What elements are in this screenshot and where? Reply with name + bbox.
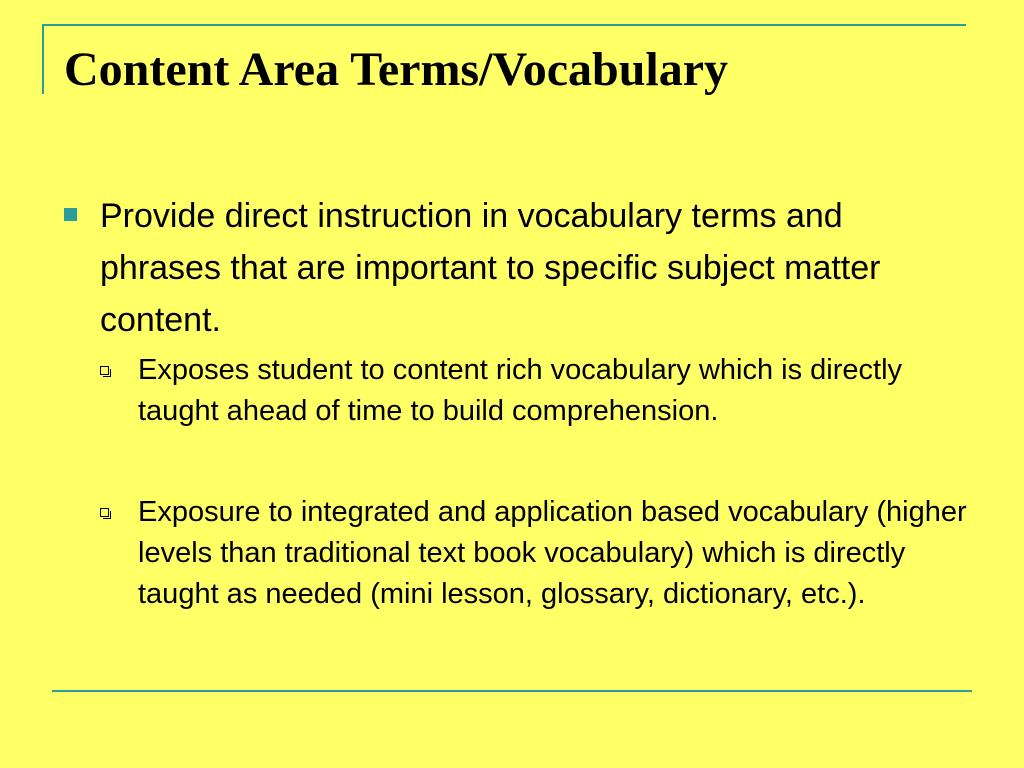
square-bullet-icon bbox=[64, 208, 77, 221]
slide-title: Content Area Terms/Vocabulary bbox=[64, 43, 729, 96]
sub-bullet-text: Exposure to integrated and application based vocabulary (higher levels than traditional text book vocabulary) which is directly taught as needed (mini lesson, glossary, dictionary, etc.). bbox=[138, 496, 967, 610]
top-divider-line bbox=[42, 24, 966, 26]
hollow-square-bullet-icon bbox=[100, 366, 109, 375]
bullet-text: Provide direct instruction in vocabulary terms and phrases that are important to specific subject matter content. bbox=[100, 197, 881, 339]
hollow-square-bullet-icon bbox=[100, 508, 109, 517]
sub-bullet-text: Exposes student to content rich vocabulary which is directly taught ahead of time to build comprehension. bbox=[138, 354, 903, 427]
left-accent-line bbox=[42, 24, 44, 94]
bottom-divider-line bbox=[52, 690, 972, 692]
